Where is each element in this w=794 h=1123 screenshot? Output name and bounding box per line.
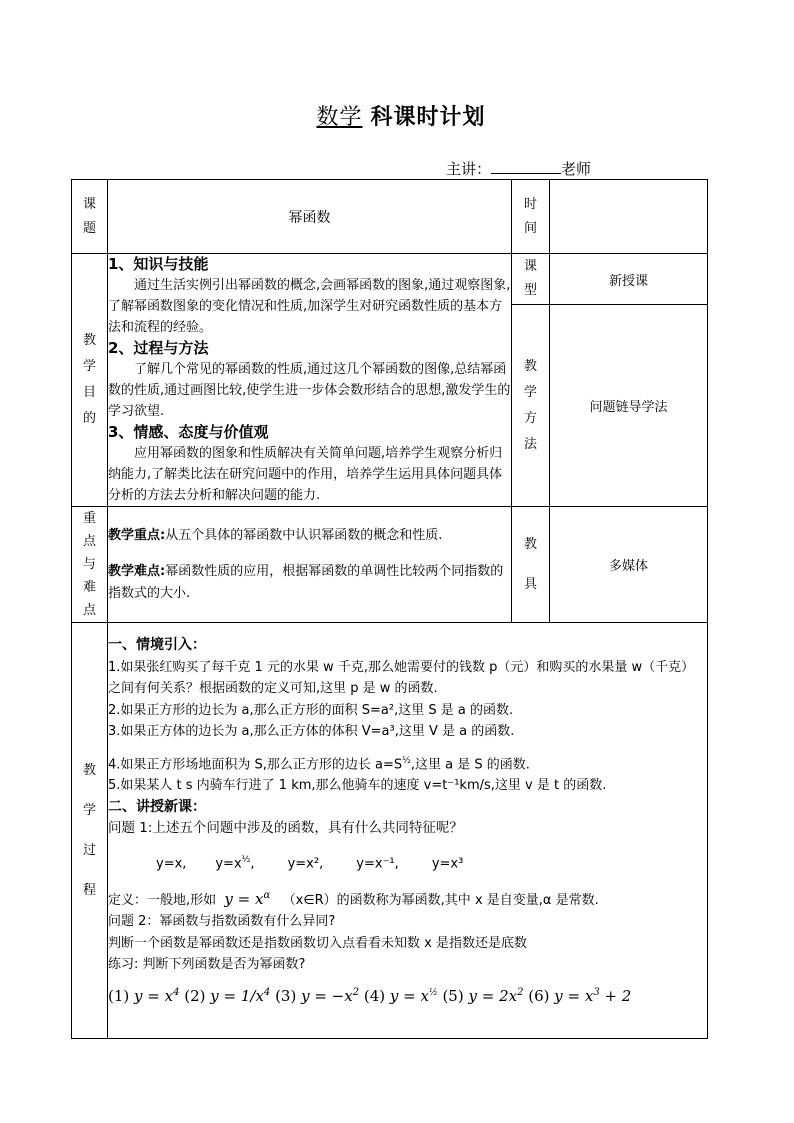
goals-row bbox=[72, 254, 708, 305]
difficulty-point: 教学难点:幂函数性质的应用，根据幂函数的单调性比较两个同指数的指数式的大小. bbox=[108, 563, 504, 601]
topic-value: 幂函数 bbox=[108, 180, 512, 254]
power-formula: $y = x^\alpha$ bbox=[224, 889, 271, 908]
method-value: 问题链导学法 bbox=[550, 305, 708, 507]
problem-2: 问题 2：幂函数与指数函数有什么异同? bbox=[108, 914, 336, 930]
key-row bbox=[72, 507, 708, 623]
goal-2-text: 了解几个常见的幂函数的性质,通过这几个幂函数的图像,总结幂函数的性质,通过画图比较,使学生进一步体会数形结合的思想,激发学生的学习欲望. bbox=[108, 362, 511, 419]
lesson-plan-table bbox=[71, 179, 708, 1039]
goal-3-heading: 3、情感、态度与价值观 bbox=[108, 423, 269, 441]
exercise-list: (1) $y = x^4$ (2) $y = 1/x^4$ (3) $y = -x^2$ (4) $y = x^{\frac{1}{2}}$ (5) $y = 2x^2$ (6) $y = x^3 + 2$ bbox=[108, 986, 632, 1005]
method-label: 教学方法 bbox=[512, 305, 550, 507]
half-exponent: ½ bbox=[402, 755, 411, 766]
tools-value: 多媒体 bbox=[550, 507, 708, 623]
definition: 定义：一般地,形如 $y = x^\alpha$ （x∈R）的函数称为幂函数,其中 x 是自变量,α 是常数. bbox=[108, 889, 599, 908]
sec-new: 二、讲授新课： bbox=[108, 798, 206, 815]
teacher-prefix: 主讲： bbox=[446, 160, 492, 178]
key-point: 教学重点:从五个具体的幂函数中认识幂函数的概念和性质. bbox=[108, 527, 443, 543]
question-5: 5.如果某人 t s 内骑车行进了 1 km,那么他骑车的速度 v=t⁻¹km/s,这里 v 是 t 的函数. bbox=[108, 778, 607, 794]
goal-2-heading: 2、过程与方法 bbox=[108, 339, 209, 357]
time-label: 时间 bbox=[512, 180, 550, 254]
sec-intro: 一、情境引入： bbox=[108, 637, 206, 653]
goals-content bbox=[108, 254, 512, 507]
topic-label: 课题 bbox=[72, 180, 108, 254]
goal-1-heading: 1、知识与技能 bbox=[108, 255, 209, 273]
time-value[interactable] bbox=[550, 180, 708, 254]
key-label: 重点与难点 bbox=[72, 507, 108, 623]
exercise-prompt: 练习: 判断下列函数是否为幂函数? bbox=[108, 957, 306, 973]
function-list: y=x, $y=x^{\frac{1}{2}}$, y=x², y=x⁻¹, y=x³ bbox=[156, 854, 464, 872]
goal-3-text: 应用幂函数的图象和性质解决有关简单问题,培养学生观察分析归纳能力,了解类比法在研究问题中的作用，培养学生运用具体问题具体分析的方法去分析和解决问题的能力. bbox=[108, 446, 503, 503]
key-content bbox=[108, 507, 512, 623]
problem-1: 问题 1:上述五个问题中涉及的函数，具有什么共同特征呢？ bbox=[108, 820, 463, 837]
teacher-blank[interactable] bbox=[491, 159, 561, 174]
type-label: 课型 bbox=[512, 254, 550, 305]
tools-label: 教具 bbox=[512, 507, 550, 623]
subject-name: 数学 bbox=[316, 105, 363, 130]
page-title bbox=[0, 100, 794, 131]
topic-row bbox=[72, 180, 708, 254]
question-2: 2.如果正方形的边长为 a,那么正方形的面积 S=a²,这里 S 是 a 的函数. bbox=[108, 702, 514, 718]
process-content bbox=[108, 623, 708, 1039]
question-4: 4.如果正方形场地面积为 S,那么正方形的边长 $a=S^{\frac{1}{2}}$,这里 a 是 S 的函数. bbox=[108, 755, 530, 772]
teacher-line bbox=[446, 158, 591, 179]
problem-3: 判断一个函数是幂函数还是指数函数切入点看看未知数 x 是指数还是底数 bbox=[108, 935, 527, 951]
type-value: 新授课 bbox=[550, 254, 708, 305]
title-suffix: 科课时计划 bbox=[370, 105, 486, 130]
question-3: 3.如果正方体的边长为 a,那么正方体的体积 V=a³,这里 V 是 a 的函数. bbox=[108, 724, 515, 739]
question-1: 1.如果张红购买了每千克 1 元的水果 w 千克,那么她需要付的钱数 p（元）和购买的水果量 w（千克）之间有何关系？根据函数的定义可知,这里 p 是 w 的函数. bbox=[108, 659, 695, 696]
goal-1-text: 通过生活实例引出幂函数的概念,会画幂函数的图象,通过观察图象,了解幂函数图象的变化情况和性质,加深学生对研究函数性质的基本方法和流程的经验。 bbox=[108, 278, 511, 335]
teacher-suffix: 老师 bbox=[561, 160, 592, 178]
process-row bbox=[72, 623, 708, 1039]
goals-label: 教学目的 bbox=[72, 254, 108, 507]
process-label: 教学过程 bbox=[72, 623, 108, 1039]
